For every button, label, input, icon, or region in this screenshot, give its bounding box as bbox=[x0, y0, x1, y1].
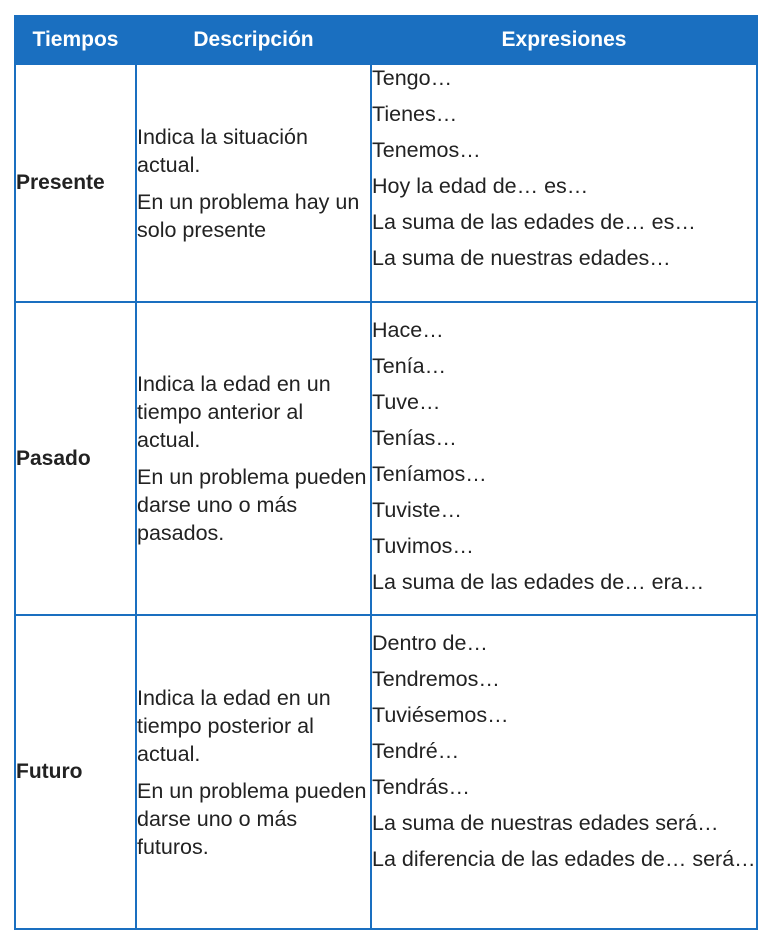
descripcion-line: En un problema hay un solo presente bbox=[137, 189, 360, 242]
expresion-item: Hace… bbox=[372, 318, 444, 342]
header-tiempos: Tiempos bbox=[15, 16, 136, 64]
table-row-presente bbox=[15, 64, 757, 302]
header-row bbox=[15, 16, 757, 64]
expresion-item: Dentro de… bbox=[372, 631, 488, 655]
header-descripcion: Descripción bbox=[136, 16, 371, 64]
descripcion-line: En un problema pueden darse uno o más futuros. bbox=[137, 778, 367, 859]
expresion-item: Tendremos… bbox=[372, 667, 500, 691]
expresion-item: La suma de las edades de… es… bbox=[372, 210, 696, 234]
expresion-item: Tengo… bbox=[372, 66, 453, 90]
expresion-item: Teníamos… bbox=[372, 462, 487, 486]
expresion-item: La suma de nuestras edades será… bbox=[372, 811, 719, 835]
expresion-item: Tienes… bbox=[372, 102, 458, 126]
header-expresiones: Expresiones bbox=[371, 16, 757, 64]
descripcion-line: Indica la edad en un tiempo anterior al actual. bbox=[137, 372, 331, 452]
descripcion-line: Indica la edad en un tiempo posterior al actual. bbox=[137, 685, 331, 766]
expresion-item: Tenía… bbox=[372, 354, 447, 378]
expresion-item: La suma de nuestras edades… bbox=[372, 246, 671, 270]
descripcion-line: Indica la situación actual. bbox=[137, 124, 308, 177]
expresion-item: Tendrás… bbox=[372, 775, 470, 799]
expresion-item: Tuviste… bbox=[372, 498, 462, 522]
expresion-item: La suma de las edades de… era… bbox=[372, 570, 705, 594]
descripcion-cell bbox=[136, 615, 371, 929]
expresion-item: Tuvimos… bbox=[372, 534, 474, 558]
expresiones-cell bbox=[371, 64, 757, 302]
expresion-item: La diferencia de las edades de… será… bbox=[372, 847, 756, 871]
descripcion-cell bbox=[136, 302, 371, 615]
expresion-item: Tendré… bbox=[372, 739, 460, 763]
expresion-item: Tuviésemos… bbox=[372, 703, 509, 727]
descripcion-cell bbox=[136, 64, 371, 302]
expresiones-cell bbox=[371, 615, 757, 929]
expresion-item: Tenemos… bbox=[372, 138, 481, 162]
expresion-item: Tuve… bbox=[372, 390, 441, 414]
tiempos-table bbox=[14, 15, 758, 930]
table-row-futuro bbox=[15, 615, 757, 929]
expresiones-cell bbox=[371, 302, 757, 615]
descripcion-line: En un problema pueden darse uno o más pasados. bbox=[137, 465, 367, 545]
expresion-item: Hoy la edad de… es… bbox=[372, 174, 589, 198]
table-row-pasado bbox=[15, 302, 757, 615]
tiempo-cell: Futuro bbox=[15, 615, 136, 929]
expresion-item: Tenías… bbox=[372, 426, 457, 450]
tiempo-cell: Presente bbox=[15, 64, 136, 302]
tiempo-cell: Pasado bbox=[15, 302, 136, 615]
